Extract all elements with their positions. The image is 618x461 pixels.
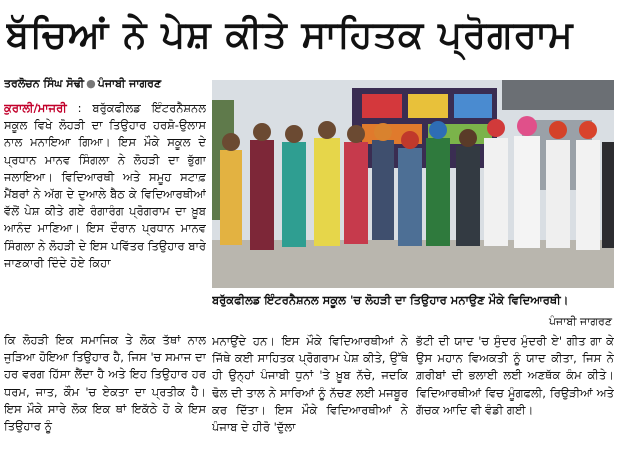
byline	[4, 77, 209, 91]
photo-credit: ਪੰਜਾਬੀ ਜਾਗਰਣ	[548, 315, 612, 328]
article-column-2: ਮਨਾਉਂਦੇ ਹਨ। ਇਸ ਮੌਕੇ ਵਿਦਿਆਰਥੀਆਂ ਨੇ ਜਿੱਥੇ ਕਈ ਸਾਹਿਤਕ ਪ੍ਰੋਗਰਾਮ ਪੇਸ਼ ਕੀਤੇ, ਉੱਥੇ ਹੀ ਉਨ੍ਹਾਂ ਪੰਜਾਬੀ ਧੁਨਾਂ 'ਤੇ ਖ਼ੂਬ ਨੱਚੇ, ਜਦਕਿ ਢੋਲ ਦੀ ਤਾਲ ਨੇ ਸਾਰਿਆਂ ਨੂੰ ਨੱਚਣ ਲਈ ਮਜਬੂਰ ਕਰ ਦਿੱਤਾ। ਇਸ ਮੌਕੇ ਵਿਦਿਆਰਥੀਆਂ ਨੇ ਪੰਜਾਬ ਦੇ ਹੀਰੋ 'ਦੁੱਲਾ	[212, 334, 408, 435]
bullet-icon: ●	[86, 77, 96, 90]
article-column-1	[4, 100, 206, 310]
dateline: ਕੁਰਾਲੀ/ਮਾਜਰੀ	[4, 101, 67, 115]
byline-publication: ਪੰਜਾਬੀ ਜਾਗਰਣ	[97, 77, 162, 90]
article-column-1-continued: ਕਿ ਲੋਹੜੀ ਇਕ ਸਮਾਜਿਕ ਤੇ ਲੋਕ ਤੱਥਾਂ ਨਾਲ ਜੁੜਿਆ ਹੋਇਆ ਤਿਉਹਾਰ ਹੈ, ਜਿਸ 'ਚ ਸਮਾਜ ਦਾ ਹਰ ਵਰਗ ਹਿੱਸਾ ਲੈਂਦਾ ਹੈ ਅਤੇ ਇਹ ਤਿਉਹਾਰ ਹਰ ਧਰਮ, ਜਾਤ, ਕੌਮ 'ਚ ਏਕਤਾ ਦਾ ਪ੍ਰਤੀਕ ਹੈ। ਇਸ ਮੌਕੇ ਸਾਰੇ ਲੋਕ ਇਕ ਥਾਂ ਇਕੱਠੇ ਹੋ ਕੇ ਇਸ ਤਿਉਹਾਰ ਨੂੰ	[4, 333, 206, 434]
article-text-1: : ਬਰੁੱਕਫੀਲਡ ਇੰਟਰਨੈਸ਼ਨਲ ਸਕੂਲ ਵਿਖੇ ਲੋਹੜੀ ਦਾ ਤਿਉਹਾਰ ਹਰਸ਼ੋ-ਉਲਾਸ ਨਾਲ ਮਨਾਇਆ ਗਿਆ। ਇਸ ਮੌਕੇ ਸਕੂਲ ਦੇ ਪ੍ਰਧਾਨ ਮਾਨਵ ਸਿੰਗਲਾ ਨੇ ਲੋਹੜੀ ਦਾ ਭੁੱਗਾ ਜਲਾਇਆ। ਵਿਦਿਆਰਥੀ ਅਤੇ ਸਮੂਹ ਸਟਾਫ਼ ਮੈਂਬਰਾਂ ਨੇ ਅੱਗ ਦੇ ਦੁਆਲੇ ਬੈਠ ਕੇ ਵਿਦਿਆਰਥੀਆਂ ਵੱਲੋਂ ਪੇਸ਼ ਕੀਤੇ ਗਏ ਰੰਗਾਰੰਗ ਪ੍ਰੋਗਰਾਮ ਦਾ ਖ਼ੂਬ ਆਨੰਦ ਮਾਣਿਆ। ਇਸ ਦੌਰਾਨ ਪ੍ਰਧਾਨ ਮਾਨਵ ਸਿੰਗਲਾ ਨੇ ਲੋਹੜੀ ਦੇ ਇਸ ਪਵਿੱਤਰ ਤਿਉਹਾਰ ਬਾਰੇ ਜਾਣਕਾਰੀ ਦਿੰਦੇ ਹੋਏ ਕਿਹਾ	[4, 101, 206, 270]
caption-text: ਬਰੁੱਕਫੀਲਡ ਇੰਟਰਨੈਸ਼ਨਲ ਸਕੂਲ 'ਚ ਲੋਹੜੀ ਦਾ ਤਿਉਹਾਰ ਮਨਾਉਣ ਮੌਕੇ ਵਿਦਿਆਰਥੀ।	[212, 293, 569, 307]
photo-caption	[212, 291, 614, 331]
article-photo	[212, 80, 614, 288]
students-group-photo	[212, 80, 614, 288]
byline-author: ਤਰਲੋਚਨ ਸਿੰਘ ਸੋਢੀ	[4, 77, 85, 90]
article-column-3: ਭੱਟੀ ਦੀ ਯਾਦ 'ਚ ਸੁੰਦਰ ਮੁੰਦਰੀ ਏ' ਗੀਤ ਗਾ ਕੇ ਉਸ ਮਹਾਨ ਵਿਅਕਤੀ ਨੂੰ ਯਾਦ ਕੀਤਾ, ਜਿਸ ਨੇ ਗ਼ਰੀਬਾਂ ਦੀ ਭਲਾਈ ਲਈ ਅਣਥੱਕ ਕੰਮ ਕੀਤੇ। ਵਿਦਿਆਰਥੀਆਂ ਵਿਚ ਮੂੰਗਫਲੀ, ਰਿਉੜੀਆਂ ਅਤੇ ਗੱਚਕ ਆਦਿ ਵੀ ਵੰਡੀ ਗਈ।	[416, 334, 614, 417]
headline: ਬੱਚਿਆਂ ਨੇ ਪੇਸ਼ ਕੀਤੇ ਸਾਹਿਤਕ ਪ੍ਰੋਗਰਾਮ	[6, 13, 574, 56]
